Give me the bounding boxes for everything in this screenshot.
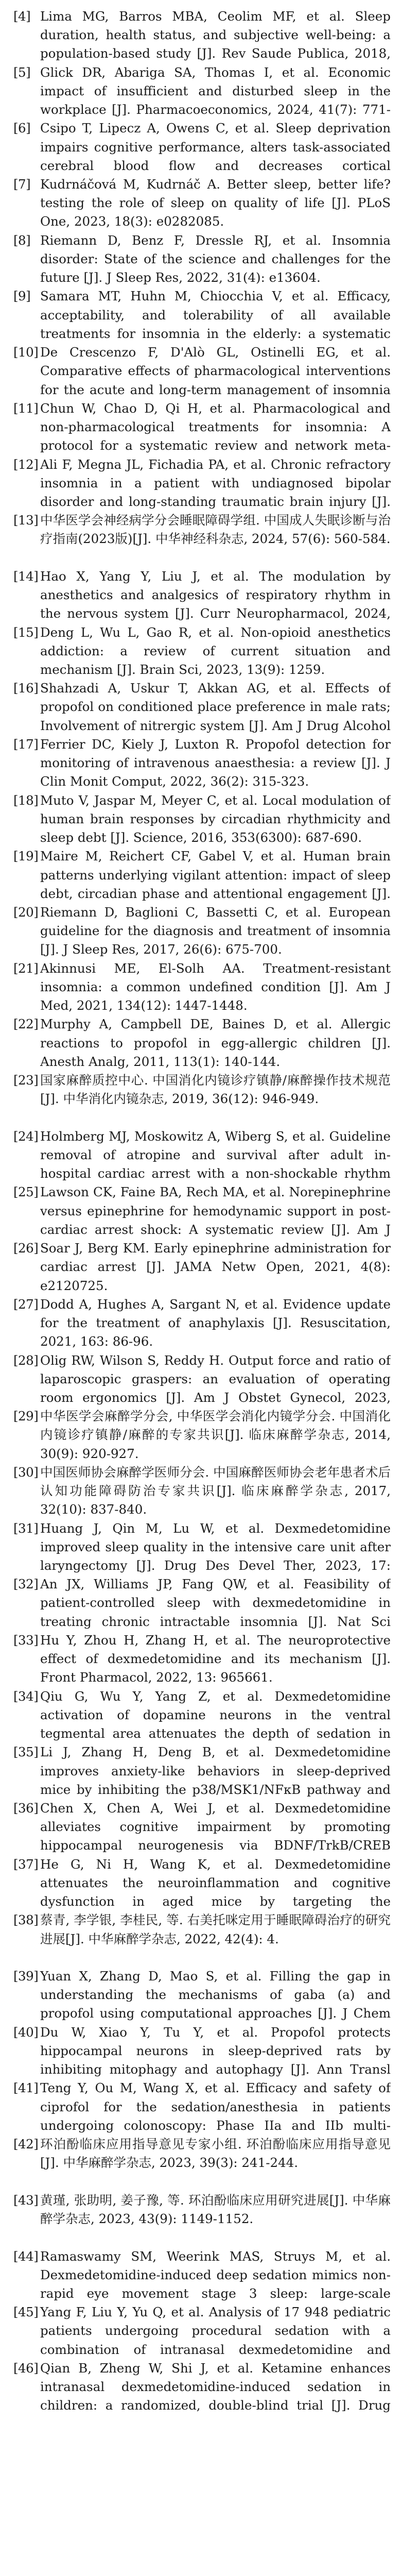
reference-text: Hao X, Yang Y, Liu J, et al. The modulation by anesthetics and analgesics of respiratory rhythm in the nervous system [J]. Curr Neuropharmacol, 2024, — [40, 568, 391, 621]
reference-text: De Crescenzo F, D'Alò GL, Ostinelli EG, et al. Comparative effects of pharmacological interventions for the acute and long-term management of insomnia — [40, 345, 391, 397]
reference-number: [8] — [13, 232, 31, 248]
reference-text: Chen X, Chen A, Wei J, et al. Dexmedetomidine alleviates cognitive impairment by promoting hippocampal neurogenesis via BDNF/TrkB/CREB — [40, 1801, 391, 1853]
reference-number: [39] — [13, 1969, 39, 1984]
reference-text: Riemann D, Baglioni C, Bassetti C, et al. European guideline for the diagnosis and treatment of insomnia [J]. J Sleep Res, 2017, 26(6): 675-700. — [40, 905, 391, 957]
reference-entry — [13, 175, 391, 231]
reference-number: [19] — [13, 849, 39, 864]
reference-number: [37] — [13, 1856, 39, 1872]
reference-text: Samara MT, Huhn M, Chiocchia V, et al. Efficacy, acceptability, and tolerability of all available treatments for insomnia in the elderly: a systematic — [40, 289, 391, 341]
reference-entry — [13, 2135, 391, 2191]
reference-number: [7] — [13, 177, 31, 192]
reference-number: [46] — [13, 2360, 39, 2376]
reference-number: [27] — [13, 1296, 39, 1312]
reference-number: [18] — [13, 792, 39, 808]
reference-entry — [13, 63, 391, 120]
reference-text: Li J, Zhang H, Deng B, et al. Dexmedetomidine improves anxiety-like behaviors in sleep-deprived mice by inhibiting the p38/MSK1/NFκB pathway and — [40, 1744, 391, 1797]
reference-number: [21] — [13, 960, 39, 976]
reference-number: [33] — [13, 1632, 39, 1648]
reference-list — [13, 7, 391, 2415]
reference-entry — [13, 2303, 391, 2359]
reference-text: Holmberg MJ, Moskowitz A, Wiberg S, et al. Guideline removal of atropine and survival after adult in-hospital cardiac arrest with a non-shockable rhythm — [40, 1128, 391, 1181]
reference-text: 国家麻醉质控中心. 中国消化内镜诊疗镇静/麻醉操作技术规范[J]. 中华消化内镜杂志, 2019, 36(12): 946-949. — [40, 1073, 391, 1107]
reference-text: Muto V, Jaspar M, Meyer C, et al. Local modulation of human brain responses by circadian rhythmicity and sleep debt [J]. Science, 2016, 353(6300): 687-690. — [40, 792, 391, 845]
reference-entry — [13, 959, 391, 1015]
reference-number: [43] — [13, 2192, 39, 2208]
reference-text: Olig RW, Wilson S, Reddy H. Output force and ratio of laparoscopic graspers: an evaluation of operating room ergonomics [J]. Am J Obstet Gynecol, 2023, — [40, 1352, 391, 1405]
reference-text: Teng Y, Ou M, Wang X, et al. Efficacy and safety of ciprofol for the sedation/anesthesia in patients undergoing colonoscopy: Phase IIa and IIb multi- — [40, 2080, 391, 2133]
reference-entry — [13, 119, 391, 175]
reference-text: Dodd A, Hughes A, Sargant N, et al. Evidence update for the treatment of anaphylaxis [J]. Resuscitation, 2021, 163: 86-96. — [40, 1296, 391, 1349]
reference-entry — [13, 1015, 391, 1071]
reference-text: Yuan X, Zhang D, Mao S, et al. Filling the gap in understanding the mechanisms of gaba (a) and propofol using computational approaches [J]. J Chem — [40, 1969, 391, 2021]
reference-entry — [13, 1575, 391, 1631]
reference-number: [26] — [13, 1241, 39, 1256]
reference-entry — [13, 1239, 391, 1295]
reference-text: Soar J, Berg KM. Early epinephrine administration for cardiac arrest [J]. JAMA Netw Open, 2021, 4(8): e2120725. — [40, 1241, 391, 1293]
reference-number: [4] — [13, 9, 31, 24]
reference-number: [41] — [13, 2080, 39, 2096]
reference-number: [15] — [13, 624, 39, 640]
reference-entry — [13, 1799, 391, 1855]
reference-entry — [13, 2247, 391, 2303]
reference-entry — [13, 2079, 391, 2135]
reference-entry — [13, 287, 391, 343]
reference-text: Lawson CK, Faine BA, Rech MA, et al. Norepinephrine versus epinephrine for hemodynamic support in post-cardiac arrest shock: A systematic review [J]. Am J — [40, 1184, 391, 1237]
reference-entry — [13, 1687, 391, 1743]
reference-text: He G, Ni H, Wang K, et al. Dexmedetomidine attenuates the neuroinflammation and cognitive dysfunction in aged mice by targeting the — [40, 1856, 391, 1909]
reference-entry — [13, 1519, 391, 1575]
reference-entry — [13, 2023, 391, 2079]
reference-number: [25] — [13, 1184, 39, 1200]
reference-entry — [13, 679, 391, 735]
reference-number: [32] — [13, 1577, 39, 1592]
reference-number: [34] — [13, 1688, 39, 1704]
reference-text: Lima MG, Barros MBA, Ceolim MF, et al. Sleep duration, health status, and subjective well-being: a population-based study [J]. Rev Saude Publica, 2018, — [40, 9, 391, 61]
reference-text: 黄瑾, 张助明, 姜子豫, 等. 环泊酚临床应用研究进展[J]. 中华麻醉学杂志, 2023, 43(9): 1149-1152. — [40, 2192, 391, 2227]
reference-number: [13] — [13, 513, 39, 528]
reference-number: [38] — [13, 1912, 39, 1928]
reference-entry — [13, 1631, 391, 1687]
reference-number: [44] — [13, 2248, 39, 2264]
reference-text: 中华医学会麻醉学分会, 中华医学会消化内镜学分会. 中国消化内镜诊疗镇静/麻醉的专家共识[J]. 临床麻醉学杂志, 2014, 30(9): 920-927. — [40, 1409, 391, 1461]
reference-text: 蔡青, 李学银, 李桂民, 等. 右美托咪定用于睡眠障碍治疗的研究进展[J]. 中华麻醉学杂志, 2022, 42(4): 4. — [40, 1912, 391, 1946]
reference-text: 中国医师协会麻醉学医师分会. 中国麻醉医师协会老年患者术后认知功能障碍防治专家共识[J]. 临床麻醉学杂志, 2017, 32(10): 837-840. — [40, 1464, 391, 1517]
reference-entry — [13, 2191, 391, 2247]
reference-entry — [13, 1295, 391, 1351]
reference-entry — [13, 1743, 391, 1799]
reference-number: [5] — [13, 64, 31, 80]
reference-number: [16] — [13, 681, 39, 696]
reference-text: Chun W, Chao D, Qi H, et al. Pharmacological and non-pharmacological treatments for insomnia: A protocol for a systematic review and network meta- — [40, 400, 391, 453]
reference-entry — [13, 1071, 391, 1127]
reference-text: Kudrnáčová M, Kudrnáč A. Better sleep, better life? testing the role of sleep on quality of life [J]. PLoS One, 2023, 18(3): e0282085. — [40, 177, 391, 229]
reference-number: [23] — [13, 1073, 39, 1088]
reference-entry — [13, 1183, 391, 1239]
reference-entry — [13, 1407, 391, 1463]
reference-number: [9] — [13, 289, 31, 304]
reference-number: [42] — [13, 2137, 39, 2152]
reference-text: Akinnusi ME, El-Solh AA. Treatment-resistant insomnia: a common undefined condition [J]. Am J Med, 2021, 134(12): 1447-1448. — [40, 960, 391, 1013]
reference-text: Qiu G, Wu Y, Yang Z, et al. Dexmedetomidine activation of dopamine neurons in the ventral tegmental area attenuates the depth of sedation in — [40, 1688, 391, 1741]
reference-number: [6] — [13, 121, 31, 136]
reference-entry — [13, 903, 391, 959]
reference-number: [24] — [13, 1128, 39, 1144]
reference-entry — [13, 455, 391, 512]
reference-text: Ali F, Megna JL, Fichadia PA, et al. Chronic refractory insomnia in a patient with undiagnosed bipolar disorder and long-standing traumatic brain injury [J]. — [40, 456, 391, 509]
reference-entry — [13, 735, 391, 791]
reference-text: An JX, Williams JP, Fang QW, et al. Feasibility of patient-controlled sleep with dexmedetomidine in treating chronic intractable insomnia [J]. Nat Sci — [40, 1577, 391, 1629]
reference-text: Deng L, Wu L, Gao R, et al. Non-opioid anesthetics addiction: a review of current situation and mechanism [J]. Brain Sci, 2023, 13(9): 1259. — [40, 624, 391, 677]
reference-number: [14] — [13, 568, 39, 584]
reference-number: [28] — [13, 1352, 39, 1368]
reference-entry — [13, 1967, 391, 2023]
reference-text: Shahzadi A, Uskur T, Akkan AG, et al. Effects of propofol on conditioned place preference in male rats; Involvement of nitrergic system [J]. Am J Drug Alcohol — [40, 681, 391, 733]
reference-text: Csipo T, Lipecz A, Owens C, et al. Sleep deprivation impairs cognitive performance, alters task-associated cerebral blood flow and decreases cortical — [40, 121, 391, 173]
reference-text: Ferrier DC, Kiely J, Luxton R. Propofol detection for monitoring of intravenous anaesthesia: a review [J]. J Clin Monit Comput, 2022, 36(2): 315-323. — [40, 736, 391, 789]
reference-entry — [13, 623, 391, 680]
reference-entry — [13, 1463, 391, 1519]
reference-text: Glick DR, Abariga SA, Thomas I, et al. Economic impact of insufficient and disturbed sleep in the workplace [J]. Pharmacoeconomics, 2024, 41(7): 771- — [40, 64, 391, 117]
reference-number: [11] — [13, 400, 39, 416]
reference-number: [36] — [13, 1801, 39, 1816]
reference-entry — [13, 847, 391, 903]
reference-text: Du W, Xiao Y, Tu Y, et al. Propofol protects hippocampal neurons in sleep-deprived rats by inhibiting mitophagy and autophagy [J]. Ann Transl — [40, 2024, 391, 2077]
reference-number: [45] — [13, 2304, 39, 2320]
reference-entry — [13, 399, 391, 455]
reference-number: [31] — [13, 1520, 39, 1536]
reference-number: [17] — [13, 736, 39, 752]
reference-number: [12] — [13, 456, 39, 472]
reference-text: Huang J, Qin M, Lu W, et al. Dexmedetomidine improved sleep quality in the intensive care unit after laryngectomy [J]. Drug Des Devel Ther, 2023, 17: — [40, 1520, 391, 1573]
reference-number: [20] — [13, 905, 39, 920]
reference-entry — [13, 1911, 391, 1967]
reference-number: [10] — [13, 345, 39, 360]
reference-entry — [13, 343, 391, 399]
reference-text: Ramaswamy SM, Weerink MAS, Struys M, et al. Dexmedetomidine-induced deep sedation mimics non-rapid eye movement stage 3 sleep: large-scale — [40, 2248, 391, 2301]
reference-text: 中华医学会神经病学分会睡眠障碍学组. 中国成人失眠诊断与治疗指南(2023版)[J]. 中华神经科杂志, 2024, 57(6): 560-584. — [40, 513, 391, 547]
reference-entry — [13, 231, 391, 287]
reference-text: Qian B, Zheng W, Shi J, et al. Ketamine enhances intranasal dexmedetomidine-induced sedation in children: a randomized, double-blind trial [J]. Drug — [40, 2360, 391, 2413]
reference-number: [40] — [13, 2024, 39, 2040]
reference-entry — [13, 2359, 391, 2415]
reference-text: Hu Y, Zhou H, Zhang H, et al. The neuroprotective effect of dexmedetomidine and its mechanism [J]. Front Pharmacol, 2022, 13: 965661. — [40, 1632, 391, 1685]
reference-entry — [13, 567, 391, 623]
reference-text: Yang F, Liu Y, Yu Q, et al. Analysis of 17 948 pediatric patients undergoing procedural sedation with a combination of intranasal dexmedetomidine and — [40, 2304, 391, 2357]
reference-number: [30] — [13, 1464, 39, 1480]
reference-entry — [13, 7, 391, 63]
reference-number: [35] — [13, 1744, 39, 1760]
reference-entry — [13, 511, 391, 567]
reference-number: [22] — [13, 1016, 39, 1032]
reference-text: Riemann D, Benz F, Dressle RJ, et al. Insomnia disorder: State of the science and challenges for the future [J]. J Sleep Res, 2022, 31(4): e13604. — [40, 232, 391, 285]
reference-entry — [13, 1127, 391, 1183]
reference-entry — [13, 1855, 391, 1911]
reference-text: Murphy A, Campbell DE, Baines D, et al. Allergic reactions to propofol in egg-allergic children [J]. Anesth Analg, 2011, 113(1): 140-144. — [40, 1016, 391, 1069]
reference-text: 环泊酚临床应用指导意见专家小组. 环泊酚临床应用指导意见[J]. 中华麻醉学杂志, 2023, 39(3): 241-244. — [40, 2137, 391, 2171]
reference-entry — [13, 1351, 391, 1408]
reference-text: Maire M, Reichert CF, Gabel V, et al. Human brain patterns underlying vigilant attention: impact of sleep debt, circadian phase and attentional engagement [J]. — [40, 849, 391, 901]
reference-entry — [13, 791, 391, 848]
reference-number: [29] — [13, 1409, 39, 1424]
